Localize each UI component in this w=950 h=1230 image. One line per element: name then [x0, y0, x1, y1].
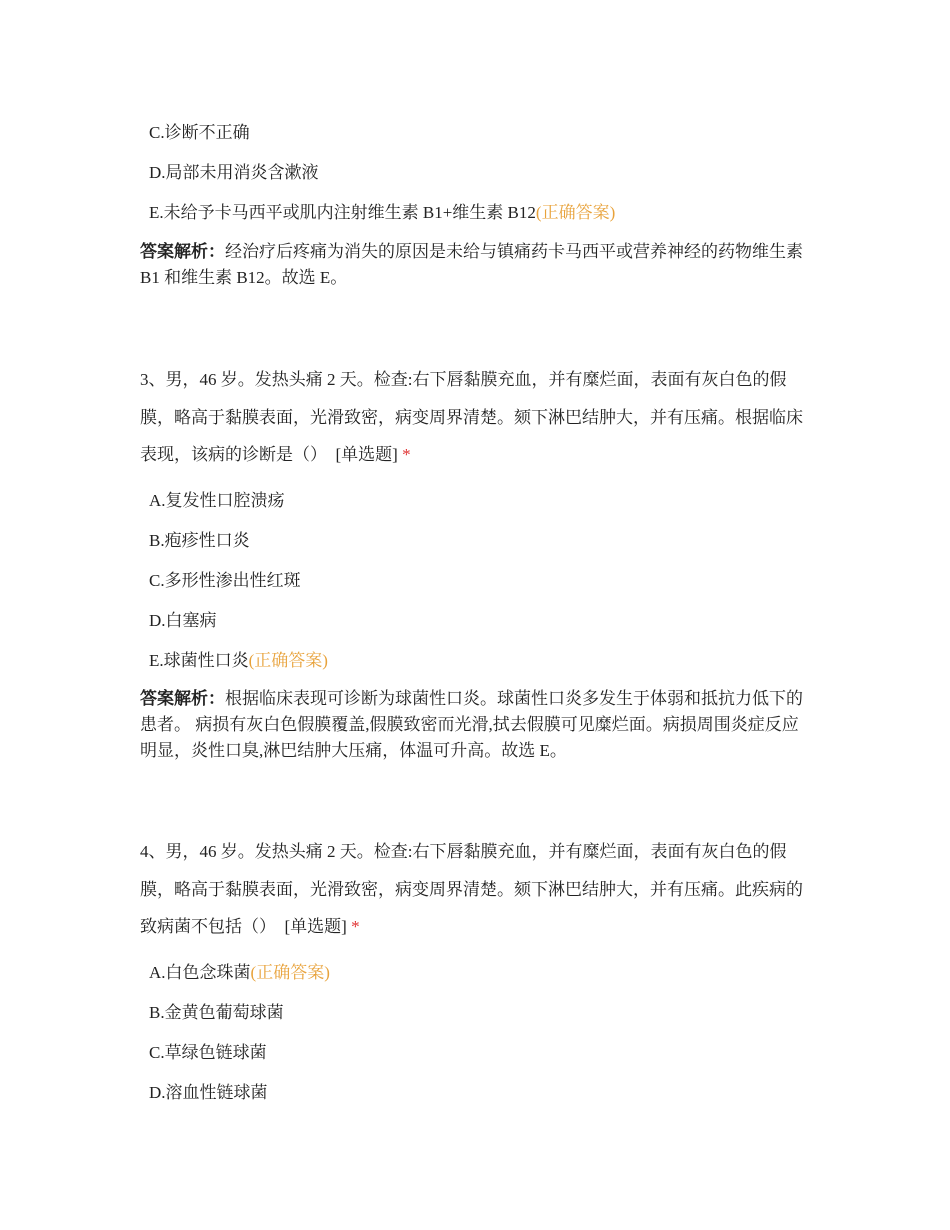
question-type: [单选题] [335, 445, 398, 464]
option[interactable] [149, 1042, 267, 1064]
analysis-label: 答案解析： [140, 689, 225, 708]
option[interactable] [149, 1082, 268, 1104]
option-text: D.白塞病 [149, 611, 217, 630]
option-text: A.白色念珠菌 [149, 963, 251, 982]
option[interactable] [149, 610, 217, 632]
analysis-text: 经治疗后疼痛为消失的原因是未给与镇痛药卡马西平或营养神经的药物维生素 B1 和维生素 B12。故选 E。 [140, 242, 803, 287]
option-text: D.溶血性链球菌 [149, 1083, 268, 1102]
option[interactable] [149, 490, 285, 512]
answer-analysis [140, 239, 815, 291]
option-text: E.未给予卡马西平或肌内注射维生素 B1+维生素 B12 [149, 203, 536, 222]
option-text: C.诊断不正确 [149, 123, 250, 142]
option[interactable] [149, 1002, 284, 1024]
option[interactable] [149, 202, 615, 224]
required-marker: * [402, 445, 411, 464]
option[interactable] [149, 570, 301, 592]
answer-analysis [140, 686, 815, 764]
option[interactable] [149, 162, 319, 184]
analysis-label: 答案解析： [140, 242, 225, 261]
option-text: C.草绿色链球菌 [149, 1043, 267, 1062]
option[interactable] [149, 122, 250, 144]
question-stem [140, 833, 815, 946]
correct-answer-tag: (正确答案) [248, 651, 328, 670]
option-text: A.复发性口腔溃疡 [149, 491, 285, 510]
option[interactable] [149, 962, 330, 984]
option[interactable] [149, 530, 250, 552]
question-text: 3、男，46 岁。发热头痛 2 天。检查:右下唇黏膜充血，并有糜烂面，表面有灰白色的假膜，略高于黏膜表面，光滑致密，病变周界清楚。颏下淋巴结肿大，并有压痛。根据临床表现，该病的诊断是（） [140, 370, 803, 464]
correct-answer-tag: (正确答案) [250, 963, 330, 982]
option-text: E.球菌性口炎 [149, 651, 249, 670]
analysis-text: 根据临床表现可诊断为球菌性口炎。球菌性口炎多发生于体弱和抵抗力低下的患者。 病损有灰白色假膜覆盖,假膜致密而光滑,拭去假膜可见糜烂面。病损周围炎症反应明显，炎性口臭,淋巴结肿大压痛，体温可升高。故选 E。 [140, 689, 803, 760]
option-text: B.金黄色葡萄球菌 [149, 1003, 284, 1022]
option-text: C.多形性渗出性红斑 [149, 571, 301, 590]
question-text: 4、男，46 岁。发热头痛 2 天。检查:右下唇黏膜充血，并有糜烂面，表面有灰白色的假膜，略高于黏膜表面，光滑致密，病变周界清楚。颏下淋巴结肿大，并有压痛。此疾病的致病菌不包括（） [140, 842, 803, 936]
option-text: D.局部未用消炎含漱液 [149, 163, 319, 182]
option[interactable] [149, 650, 328, 672]
question-stem [140, 361, 815, 474]
correct-answer-tag: (正确答案) [535, 203, 616, 222]
required-marker: * [351, 917, 360, 936]
question-type: [单选题] [284, 917, 347, 936]
option-text: B.疱疹性口炎 [149, 531, 250, 550]
